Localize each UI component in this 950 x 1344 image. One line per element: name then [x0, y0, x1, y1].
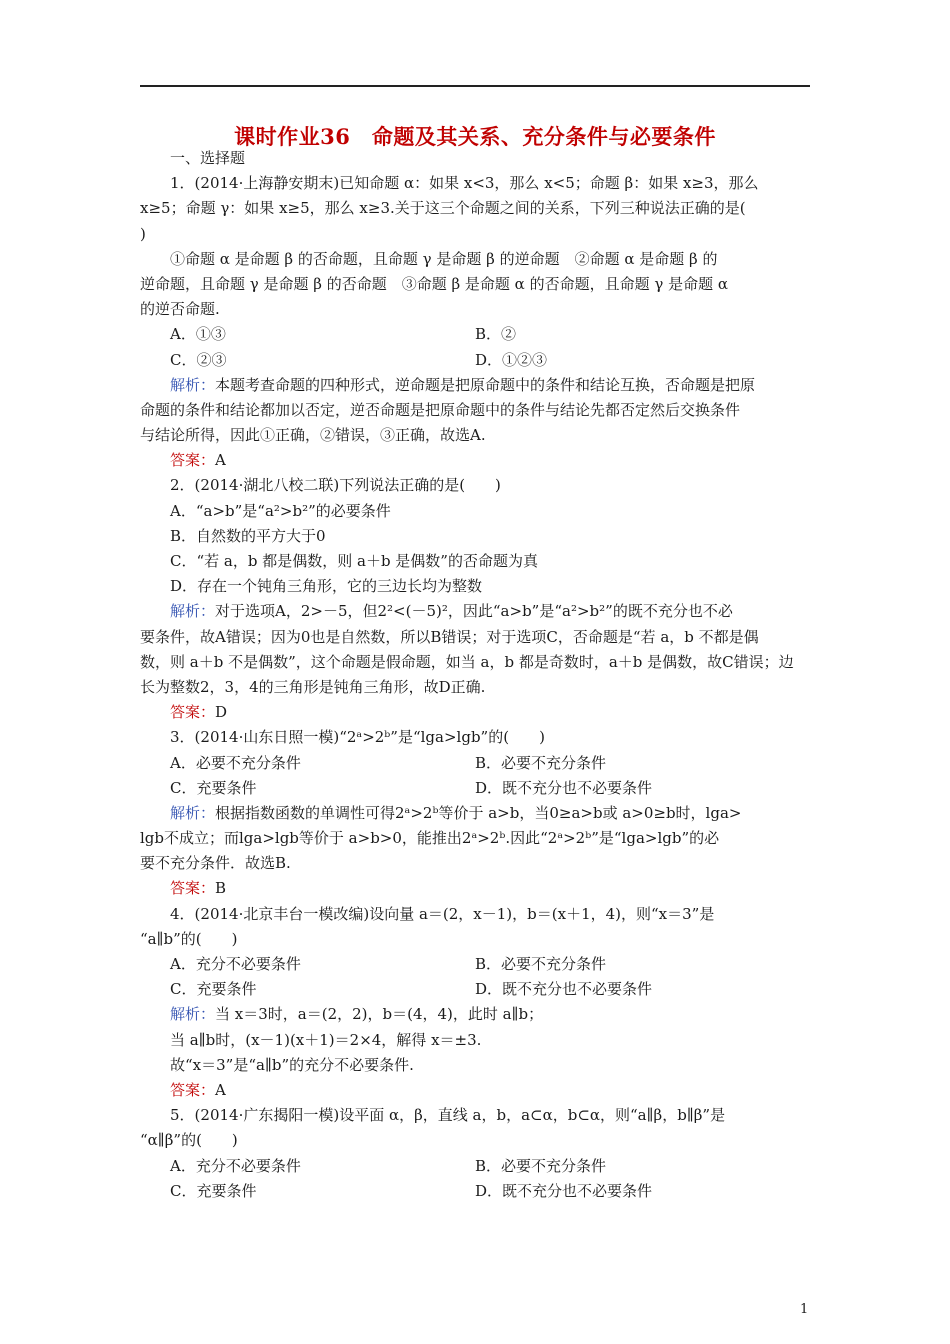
q1-statement-line: 逆命题，且命题 γ 是命题 β 的否命题 ③命题 β 是命题 α 的否命题，且命题 γ 是命题 α	[140, 274, 728, 293]
q1-option-c: C．②③	[170, 350, 227, 369]
q4-options-row	[140, 952, 810, 977]
answer-label: 答案：	[170, 703, 216, 722]
q2-solution-line: 长为整数2，3，4的三角形是钝角三角形，故D正确.	[140, 677, 486, 696]
answer-label: 答案：	[170, 451, 216, 470]
page-number: 1	[800, 1302, 809, 1317]
q1-statement-line: 的逆否命题.	[140, 300, 220, 319]
q4-solution-line: 当 a∥b时，(x－1)(x＋1)＝2×4，解得 x＝±3.	[170, 1030, 482, 1049]
q3-option-c: C．充要条件	[170, 778, 257, 797]
q2-answer-line	[140, 700, 810, 725]
q3-option-a: A．必要不充分条件	[170, 753, 301, 772]
q1-option-d: D．①②③	[475, 350, 548, 369]
q1-stem-line: x≥5；命题 γ：如果 x≥5，那么 x≥3.关于这三个命题之间的关系，下列三种说法正确的是(	[140, 199, 746, 218]
answer-value: B	[215, 879, 227, 898]
solution-text: 根据指数函数的单调性可得2ᵃ>2ᵇ等价于 a>b，当0≥a>b或 a>0≥b时，lga>	[215, 803, 742, 822]
solution-text: 当 x＝3时，a＝(2，2)，b＝(4，4)，此时 a∥b；	[215, 1005, 544, 1024]
page-title: 课时作业36 命题及其关系、充分条件与必要条件	[234, 124, 716, 149]
q1-stem-line: 1．(2014·上海静安期末)已知命题 α：如果 x<3，那么 x<5；命题 β：如果 x≥3，那么	[170, 174, 759, 193]
answer-value: A	[215, 1080, 226, 1099]
q1-options-row	[140, 348, 810, 373]
q5-option-a: A．充分不必要条件	[170, 1156, 301, 1175]
q4-option-b: B．必要不充分条件	[475, 955, 607, 973]
q5-options-row	[140, 1179, 810, 1204]
solution-label: 解析：	[170, 375, 216, 394]
q5-options-row	[140, 1154, 810, 1179]
q4-solution-line: 故“x＝3”是“a∥b”的充分不必要条件.	[170, 1055, 414, 1074]
q2-solution-line: 要条件，故A错误；因为0也是自然数，所以B错误；对于选项C，否命题是“若 a，b 不都是偶	[140, 627, 759, 646]
q5-option-d: D．既不充分也不必要条件	[475, 1181, 653, 1200]
solution-text: 本题考查命题的四种形式，逆命题是把原命题中的条件和结论互换，否命题是把原	[215, 375, 756, 394]
q2-solution-line	[140, 599, 810, 624]
q3-solution-line: 要不充分条件．故选B.	[140, 854, 291, 873]
q3-solution-line	[140, 801, 810, 826]
q3-option-b: B．必要不充分条件	[475, 753, 607, 772]
q3-options-row	[140, 751, 810, 776]
q4-answer-line	[140, 1078, 810, 1103]
q4-stem-line: 4．(2014·北京丰台一模改编)设向量 a＝(2，x－1)，b＝(x＋1，4)，则“x＝3”是	[170, 904, 715, 923]
q3-solution-line: lgb不成立；而lga>lgb等价于 a>b>0，能推出2ᵃ>2ᵇ.因此“2ᵃ>2ᵇ”是“lga>lgb”的必	[140, 829, 720, 848]
q2-solution-line: 数，则 a＋b 不是偶数”，这个命题是假命题，如当 a，b 都是奇数时，a＋b 是偶数，故C错误；边	[140, 652, 794, 671]
q5-stem-line: “α∥β”的( )	[140, 1131, 238, 1150]
q1-solution-line: 与结论所得，因此①正确，②错误，③正确，故选A.	[140, 426, 486, 445]
answer-value: D	[215, 703, 228, 722]
answer-label: 答案：	[170, 1080, 216, 1099]
q5-option-b: B．必要不充分条件	[475, 1156, 607, 1175]
q1-option-b: B．②	[475, 325, 517, 344]
q4-solution-line	[140, 1002, 810, 1027]
q2-option-c: C．“若 a，b 都是偶数，则 a＋b 是偶数”的否命题为真	[170, 552, 538, 570]
q2-option-d: D．存在一个钝角三角形，它的三边长均为整数	[170, 577, 483, 596]
q1-stem-line: )	[140, 224, 146, 243]
solution-text: 对于选项A，2>－5，但2²<(－5)²，因此“a>b”是“a²>b²”的既不充分也不必	[215, 602, 733, 621]
q1-options-row	[140, 322, 810, 347]
q5-option-c: C．充要条件	[170, 1181, 257, 1200]
document-body	[140, 146, 810, 1204]
q1-answer-line	[140, 448, 810, 473]
q4-option-c: C．充要条件	[170, 980, 257, 999]
q1-solution-line	[140, 373, 810, 398]
q1-solution-line: 命题的条件和结论都加以否定，逆否命题是把原命题中的条件与结论先都否定然后交换条件	[140, 400, 741, 419]
q5-stem-line: 5．(2014·广东揭阳一模)设平面 α，β，直线 a，b，a⊂α，b⊂α，则“a∥β，b∥β”是	[170, 1106, 726, 1125]
q3-stem-line: 3．(2014·山东日照一模)“2ᵃ>2ᵇ”是“lga>lgb”的( )	[170, 728, 545, 747]
q2-option-b: B．自然数的平方大于0	[170, 526, 326, 545]
answer-value: A	[215, 451, 226, 470]
q4-option-a: A．充分不必要条件	[170, 955, 301, 973]
solution-label: 解析：	[170, 1005, 216, 1024]
solution-label: 解析：	[170, 602, 216, 621]
answer-label: 答案：	[170, 879, 216, 898]
q4-options-row	[140, 977, 810, 1002]
q1-option-a: A．①③	[170, 325, 226, 344]
q3-options-row	[140, 776, 810, 801]
q2-stem-line: 2．(2014·湖北八校二联)下列说法正确的是( )	[170, 476, 501, 495]
q3-answer-line	[140, 876, 810, 901]
q3-option-d: D．既不充分也不必要条件	[475, 778, 653, 797]
q4-stem-line: “a∥b”的( )	[140, 929, 238, 948]
q1-statement-line: ①命题 α 是命题 β 的否命题，且命题 γ 是命题 β 的逆命题 ②命题 α 是命题 β 的	[170, 249, 718, 268]
q2-option-a: A．“a>b”是“a²>b²”的必要条件	[170, 501, 391, 520]
q4-option-d: D．既不充分也不必要条件	[475, 980, 653, 999]
header-rule	[140, 85, 810, 87]
solution-label: 解析：	[170, 803, 216, 822]
section-heading: 一、选择题	[170, 149, 246, 167]
